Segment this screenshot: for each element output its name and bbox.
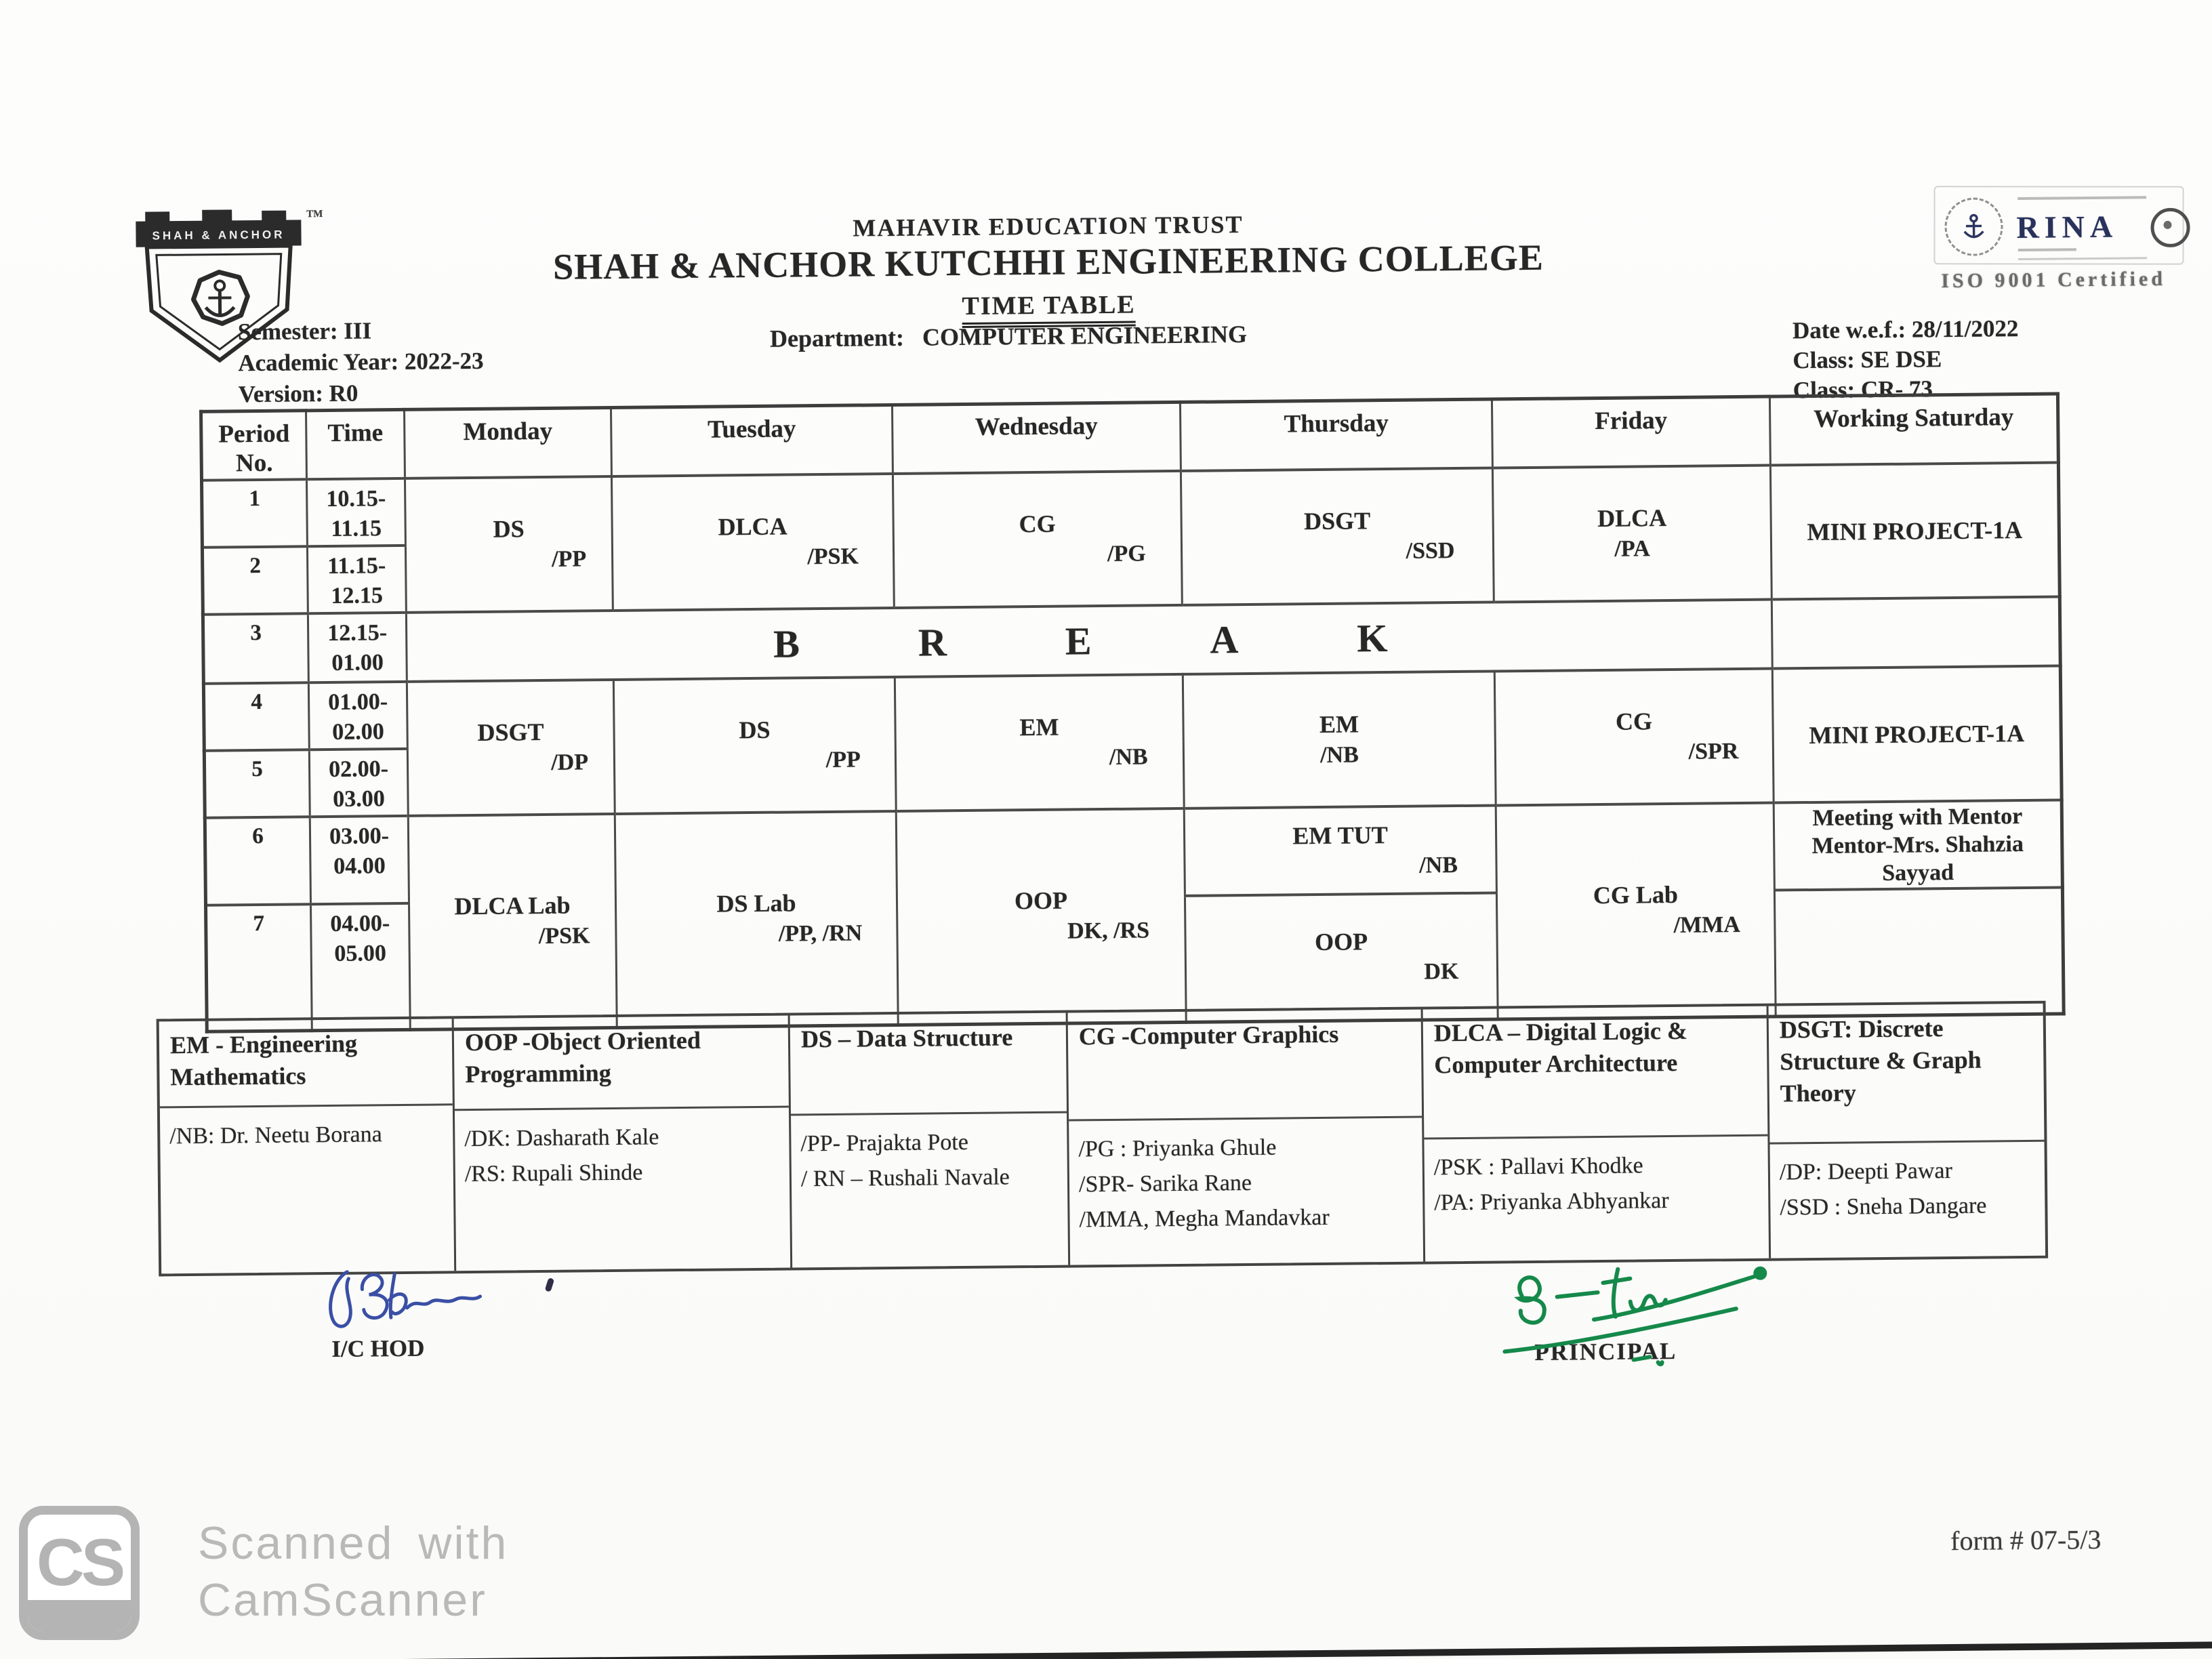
principal-label: PRINCIPAL bbox=[1534, 1337, 1677, 1366]
cell-monday-p1-2: DS /PP bbox=[405, 476, 613, 613]
cell-saturday-p7-empty bbox=[1774, 887, 2064, 1016]
trademark-symbol: TM bbox=[306, 209, 323, 220]
period-time: 11.15- 12.15 bbox=[307, 546, 406, 613]
column-header-friday: Friday bbox=[1492, 396, 1770, 468]
column-header-period: Period No. bbox=[201, 411, 307, 480]
cell-wednesday-p4-5: EM /NB bbox=[895, 674, 1184, 811]
rina-wordmark: RINA bbox=[2016, 209, 2118, 245]
cell-thursday-p1-2: DSGT /SSD bbox=[1181, 468, 1494, 605]
hod-signature-block bbox=[321, 1260, 499, 1376]
legend-teacher: /PSK : Pallavi Khodke bbox=[1433, 1153, 1643, 1181]
department-line bbox=[770, 320, 1247, 353]
trust-name: MAHAVIR EDUCATION TRUST bbox=[853, 211, 1244, 242]
cell-saturday-break-empty bbox=[1771, 596, 2060, 668]
class-cr-text: Class: CR- 73 bbox=[1793, 375, 1933, 404]
legend-column-oop bbox=[452, 1016, 791, 1271]
legend-teacher: /SSD : Sneha Dangare bbox=[1780, 1193, 1987, 1221]
principal-signature-icon bbox=[1492, 1252, 1818, 1381]
legend-column-em bbox=[159, 1019, 455, 1273]
legend-title: DS – Data Structure bbox=[790, 1013, 1067, 1116]
period-number: 4 bbox=[203, 682, 309, 750]
timetable-grid bbox=[199, 392, 2066, 1033]
subject-legend-table bbox=[157, 1001, 2049, 1277]
column-header-working-saturday: Working Saturday bbox=[1769, 394, 2058, 466]
cell-saturday-p1-2: MINI PROJECT-1A bbox=[1770, 462, 2060, 599]
date-wef-text: Date w.e.f.: 28/11/2022 bbox=[1792, 315, 2019, 344]
column-header-wednesday: Wednesday bbox=[892, 402, 1181, 474]
legend-teacher: /DP: Deepti Pawar bbox=[1779, 1158, 1953, 1185]
pen-mark bbox=[545, 1277, 555, 1292]
period-time: 03.00- 04.00 bbox=[310, 816, 409, 904]
page-title: TIME TABLE bbox=[962, 290, 1136, 328]
legend-teacher: /PA: Priyanka Abhyankar bbox=[1434, 1188, 1669, 1216]
department-label: Department: bbox=[769, 323, 905, 352]
legend-teacher: /RS: Rupali Shinde bbox=[464, 1160, 643, 1187]
crest-banner-text: SHAH & ANCHOR bbox=[152, 228, 285, 243]
cell-thursday-p7: OOP DK bbox=[1185, 893, 1498, 1021]
period-number: 7 bbox=[206, 904, 312, 1031]
cell-monday-p4-5: DSGT /DP bbox=[407, 680, 615, 816]
department-value: COMPUTER ENGINEERING bbox=[922, 320, 1248, 351]
rina-certification-mark bbox=[1933, 185, 2189, 306]
rina-anchor-emblem-icon bbox=[1944, 197, 2003, 256]
cell-tuesday-p6-7: DS Lab /PP, /RN bbox=[615, 811, 898, 1027]
legend-column-dsgt bbox=[1767, 1004, 2046, 1258]
cell-thursday-p4-5: EM /NB bbox=[1183, 671, 1496, 808]
form-number: form # 07-5/3 bbox=[1950, 1523, 2102, 1557]
column-header-monday: Monday bbox=[405, 407, 612, 478]
period-time: 01.00- 02.00 bbox=[308, 682, 407, 750]
college-name: SHAH & ANCHOR KUTCHHI ENGINEERING COLLEGE bbox=[552, 237, 1544, 287]
legend-teacher: /SPR- Sarika Rane bbox=[1078, 1170, 1252, 1197]
period-time: 02.00- 03.00 bbox=[309, 749, 408, 817]
iso-certified-text: ISO 9001 Certified bbox=[1941, 267, 2167, 293]
cell-friday-p4-5: CG /SPR bbox=[1494, 669, 1774, 806]
meta-right-block bbox=[1793, 314, 2020, 405]
cell-tuesday-p4-5: DS /PP bbox=[613, 677, 896, 814]
column-header-time: Time bbox=[306, 409, 405, 479]
legend-teacher: / RN – Rushali Navale bbox=[800, 1164, 1010, 1192]
version-text: Version: R0 bbox=[238, 380, 359, 408]
legend-title: EM - Engineering Mathematics bbox=[159, 1019, 453, 1108]
cell-friday-p1-2: DLCA /PA bbox=[1492, 466, 1771, 602]
semester-text: Semester: III bbox=[237, 317, 372, 346]
hod-signature-icon bbox=[321, 1260, 491, 1336]
legend-title: CG -Computer Graphics bbox=[1068, 1010, 1422, 1122]
cell-saturday-p6-meeting: Meeting with Mentor Mentor-Mrs. Shahzia Sayyad bbox=[1774, 800, 2062, 890]
period-number: 1 bbox=[201, 479, 307, 547]
period-time: 04.00- 05.00 bbox=[311, 903, 411, 1030]
legend-teacher: /PG : Priyanka Ghule bbox=[1078, 1134, 1277, 1162]
meta-left-block bbox=[238, 314, 485, 410]
rina-micro-text-line bbox=[2018, 248, 2076, 251]
period-number: 5 bbox=[204, 750, 310, 817]
watermark-text-line1: Scanned with bbox=[198, 1517, 509, 1569]
column-header-thursday: Thursday bbox=[1180, 399, 1492, 471]
break-cell: BREAK bbox=[406, 600, 1772, 682]
hod-label: I/C HOD bbox=[331, 1334, 425, 1363]
legend-teacher: /MMA, Megha Mandavkar bbox=[1079, 1204, 1330, 1233]
camscanner-logo-icon: CS bbox=[19, 1506, 140, 1640]
column-header-tuesday: Tuesday bbox=[611, 405, 893, 476]
period-number: 6 bbox=[205, 817, 310, 905]
legend-title: DSGT: Discrete Structure & Graph Theory bbox=[1769, 1004, 2045, 1145]
legend-title: OOP -Object Oriented Programming bbox=[454, 1016, 789, 1111]
cell-saturday-p4-5: MINI PROJECT-1A bbox=[1772, 665, 2062, 802]
rina-seal-icon bbox=[2150, 208, 2190, 248]
period-number: 2 bbox=[202, 546, 308, 614]
legend-column-dlca bbox=[1421, 1006, 1769, 1262]
watermark-text-line2: CamScanner bbox=[198, 1574, 487, 1626]
class-se-dse-text: Class: SE DSE bbox=[1793, 346, 1942, 374]
cell-tuesday-p1-2: DLCA /PSK bbox=[611, 474, 894, 611]
cell-thursday-p6: EM TUT /NB bbox=[1184, 805, 1496, 895]
legend-teacher: /DK: Dasharath Kale bbox=[464, 1124, 659, 1152]
legend-teacher: /PP- Prajakta Pote bbox=[800, 1129, 969, 1157]
cell-monday-p6-7: DLCA Lab /PSK bbox=[408, 814, 617, 1029]
principal-signature-block bbox=[1492, 1252, 1818, 1381]
legend-teacher: /NB: Dr. Neetu Borana bbox=[169, 1122, 382, 1149]
legend-title: DLCA – Digital Logic & Computer Architecture bbox=[1423, 1006, 1768, 1140]
legend-column-ds bbox=[788, 1013, 1069, 1268]
camscanner-watermark bbox=[0, 1498, 813, 1659]
anchor-icon bbox=[205, 281, 234, 316]
period-number: 3 bbox=[203, 613, 308, 683]
legend-column-cg bbox=[1066, 1010, 1424, 1265]
period-time: 10.15- 11.15 bbox=[306, 478, 405, 546]
cell-wednesday-p6-7: OOP DK, /RS bbox=[896, 808, 1186, 1025]
cell-wednesday-p1-2: CG /PG bbox=[893, 471, 1182, 608]
cell-friday-p6-7: CG Lab /MMA bbox=[1496, 803, 1776, 1019]
period-time: 12.15- 01.00 bbox=[308, 613, 407, 682]
academic-year-text: Academic Year: 2022-23 bbox=[238, 347, 484, 377]
